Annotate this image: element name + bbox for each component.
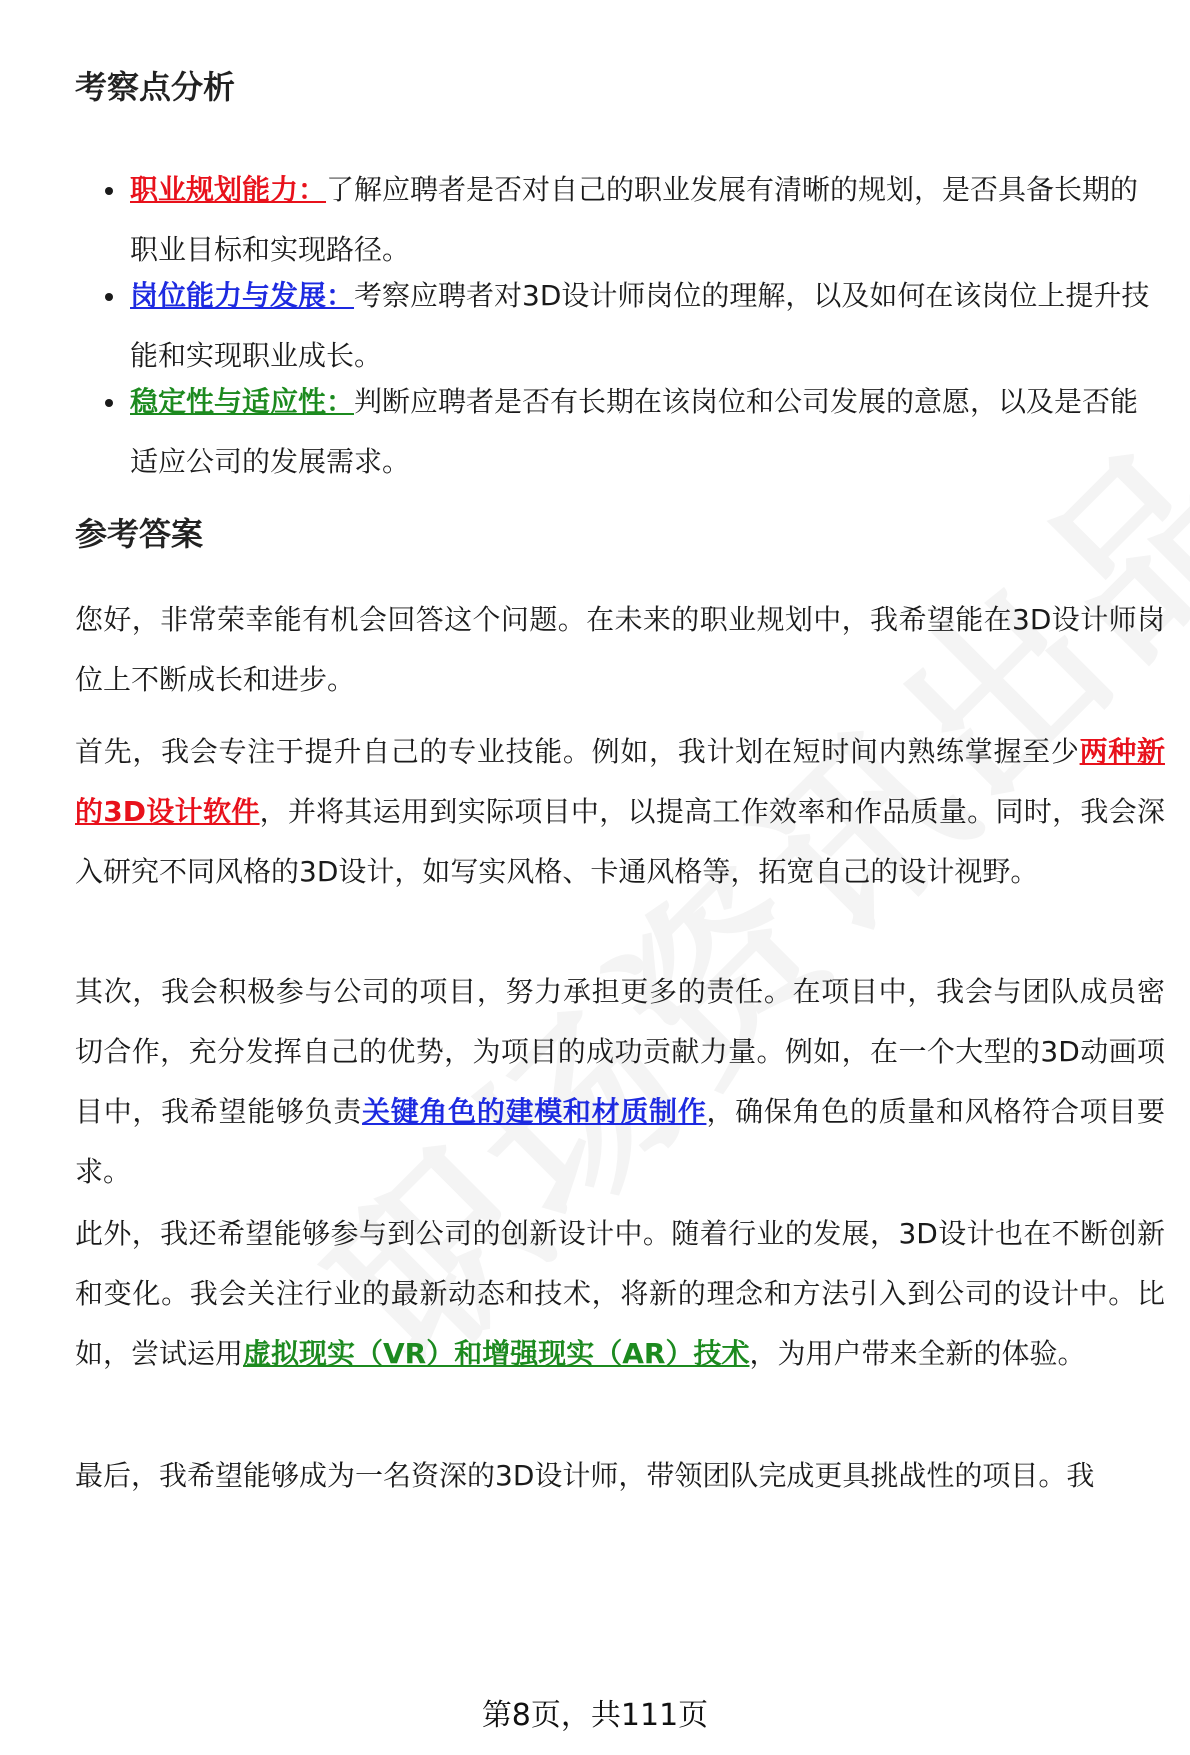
highlight-software: 两种新的3D设计软件 — [75, 735, 1165, 828]
bullet-item-stability — [75, 372, 1165, 492]
bullet-keyword: 岗位能力与发展： — [130, 279, 355, 312]
bullet-item-job-ability — [75, 266, 1165, 386]
answer-paragraph-5: 最后，我希望能够成为一名资深的3D设计师，带领团队完成更具挑战性的项目。我 — [75, 1459, 1095, 1492]
answer-heading: 参考答案 — [75, 515, 204, 553]
bullet-text: 考察应聘者对3D设计师岗位的理解，以及如何在该岗位上提升技能和实现职业成长。 — [130, 279, 1150, 372]
highlight-modeling: 关键角色的建模和材质制作 — [362, 1095, 707, 1128]
analysis-bullet-list — [75, 160, 1165, 492]
highlight-vr-ar: 虚拟现实（VR）和增强现实（AR）技术 — [243, 1337, 750, 1370]
bullet-text: 判断应聘者是否有长期在该岗位和公司发展的意愿，以及是否能适应公司的发展需求。 — [130, 385, 1139, 478]
bullet-text: 了解应聘者是否对自己的职业发展有清晰的规划，是否具备长期的职业目标和实现路径。 — [130, 173, 1139, 266]
analysis-heading: 考察点分析 — [75, 68, 236, 106]
bullet-keyword: 稳定性与适应性： — [130, 385, 355, 418]
bullet-keyword: 职业规划能力： — [130, 173, 327, 206]
bullet-item-career-planning — [75, 160, 1165, 280]
answer-paragraph-2: 首先，我会专注于提升自己的专业技能。例如，我计划在短时间内熟练掌握至少两种新的3D设计软件，并将其运用到实际项目中，以提高工作效率和作品质量。同时，我会深入研究不同风格的3D设计，如写实风格、卡通风格等，拓宽自己的设计视野。 — [75, 735, 1165, 888]
answer-paragraph-1: 您好，非常荣幸能有机会回答这个问题。在未来的职业规划中，我希望能在3D设计师岗位上不断成长和进步。 — [75, 603, 1165, 696]
page-number: 第8页，共111页 — [481, 1698, 709, 1733]
answer-paragraph-4: 此外，我还希望能够参与到公司的创新设计中。随着行业的发展，3D设计也在不断创新和变化。我会关注行业的最新动态和技术，将新的理念和方法引入到公司的设计中。比如，尝试运用虚拟现实（VR）和增强现实（AR）技术，为用户带来全新的体验。 — [75, 1217, 1165, 1370]
answer-paragraph-3: 其次，我会积极参与公司的项目，努力承担更多的责任。在项目中，我会与团队成员密切合作，充分发挥自己的优势，为项目的成功贡献力量。例如，在一个大型的3D动画项目中，我希望能够负责关键角色的建模和材质制作，确保角色的质量和风格符合项目要求。 — [75, 975, 1165, 1188]
